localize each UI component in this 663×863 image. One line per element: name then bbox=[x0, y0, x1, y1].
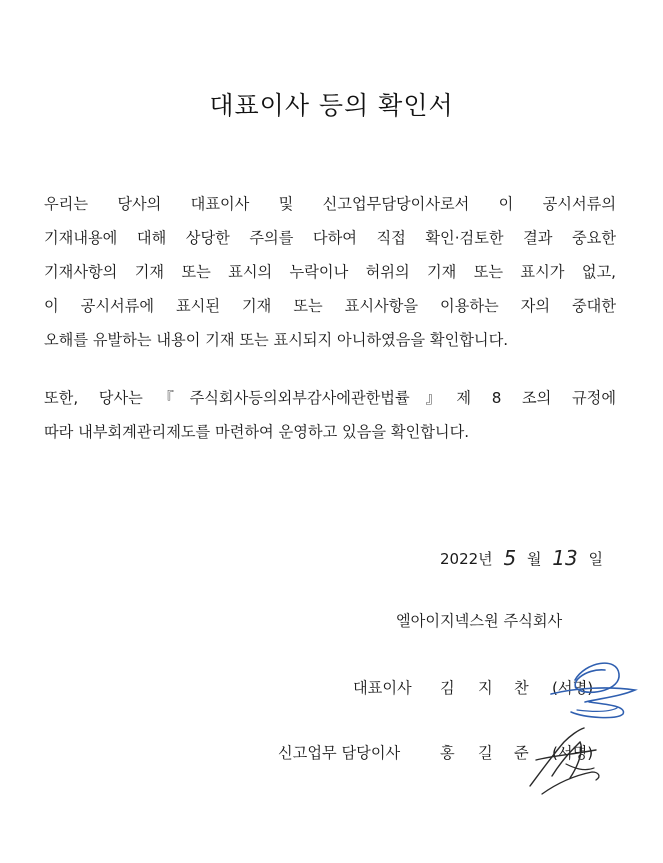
company-name: 엘아이지넥스원 주식회사 bbox=[396, 612, 563, 630]
date-year: 2022년 bbox=[440, 550, 493, 568]
signer-name-char: 길 bbox=[478, 744, 493, 762]
paragraph-line: 이 공시서류에 표시된 기재 또는 표시사항을 이용하는 자의 중대한 bbox=[44, 297, 616, 315]
signature-placeholder: (서명) bbox=[552, 679, 594, 697]
signer-name-char: 찬 bbox=[514, 679, 529, 697]
paragraph-line: 따라 내부회계관리제도를 마련하여 운영하고 있음을 확인합니다. bbox=[44, 423, 470, 441]
paragraph-line: 오해를 유발하는 내용이 기재 또는 표시되지 아니하였음을 확인합니다. bbox=[44, 331, 509, 349]
date-month-unit: 월 bbox=[526, 550, 542, 568]
signer-name-char: 홍 bbox=[440, 744, 455, 762]
signer-name-char: 준 bbox=[514, 744, 529, 762]
paragraph-internal-control bbox=[44, 381, 616, 449]
date-day-handwritten: 13 bbox=[552, 546, 578, 570]
paragraph-confirmation bbox=[44, 187, 616, 357]
date-month-handwritten: 5 bbox=[503, 546, 517, 570]
signer-role: 대표이사 bbox=[353, 679, 412, 697]
signature-placeholder: (서명) bbox=[552, 744, 594, 762]
paragraph-line: 우리는 당사의 대표이사 및 신고업무담당이사로서 이 공시서류의 bbox=[44, 195, 616, 213]
document-title: 대표이사 등의 확인서 bbox=[209, 91, 454, 120]
paragraph-line: 기재사항의 기재 또는 표시의 누락이나 허위의 기재 또는 표시가 없고, bbox=[44, 263, 616, 281]
signer-name-char: 지 bbox=[478, 679, 493, 697]
signer-name-char: 김 bbox=[440, 679, 455, 697]
date-day-unit: 일 bbox=[588, 550, 603, 568]
signer-role: 신고업무 담당이사 bbox=[278, 744, 401, 762]
document-date bbox=[440, 545, 603, 572]
paragraph-line: 기재내용에 대해 상당한 주의를 다하여 직접 확인·검토한 결과 중요한 bbox=[44, 229, 616, 247]
paragraph-line: 또한, 당사는『주식회사등의외부감사에관한법률』제 8 조의 규정에 bbox=[44, 389, 616, 407]
